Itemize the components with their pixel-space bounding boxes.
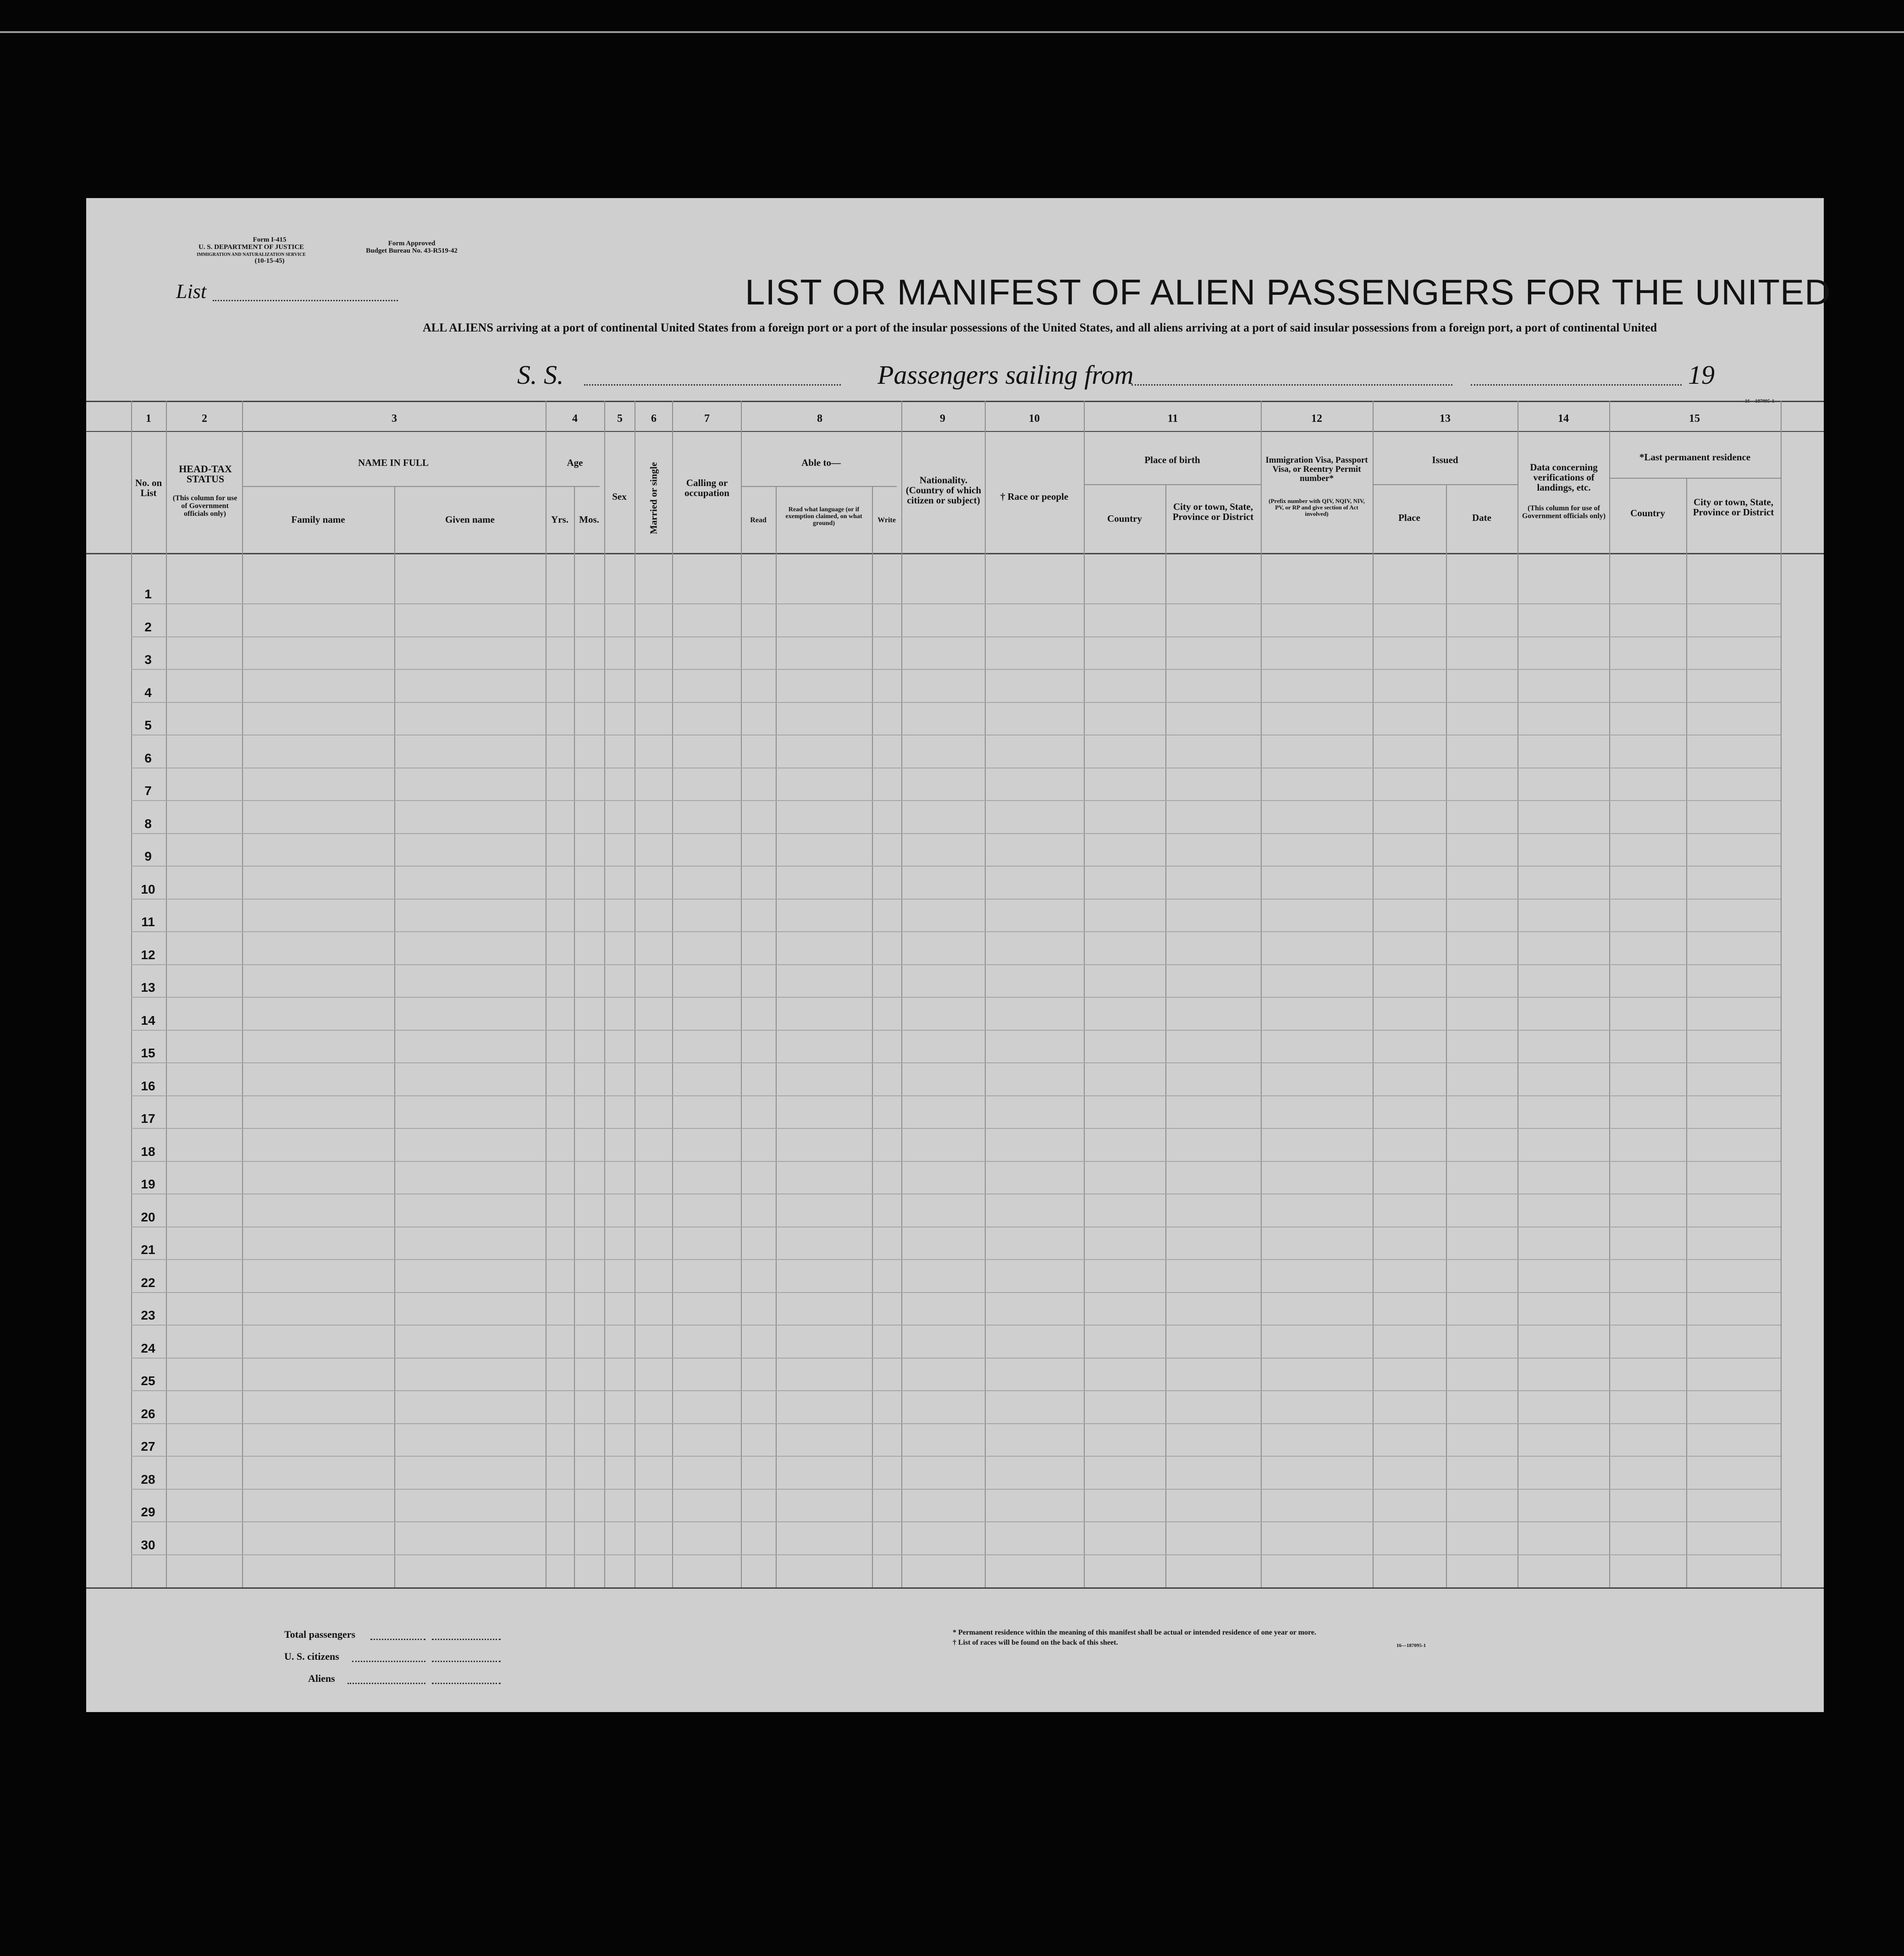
column-number: 8 [817,413,822,425]
aliens-dots [348,1683,425,1684]
row-number: 24 [141,1341,155,1355]
header-no-on-list: No. on List [135,477,162,498]
header-married-single: Married or single [648,462,659,535]
row-number: 17 [141,1111,155,1126]
form-date: (10-15-45) [254,257,285,265]
header-calling: Calling or occupation [684,477,729,498]
row-rule [131,1390,1781,1391]
row-rule [131,702,1781,703]
row-number: 7 [144,784,152,798]
header-birth-country: Country [1107,513,1142,524]
col-sep [1165,484,1166,1587]
row-number: 28 [141,1472,155,1486]
header-nationality: Nationality. (Country of which citizen or subject) [905,475,982,506]
header-data-note: (This column for use of Government officials only) [1522,504,1606,520]
row-number: 2 [144,620,152,634]
ss-label: S. S. [517,360,564,390]
row-rule [131,1030,1781,1031]
column-number: 6 [651,413,657,425]
row-number: 1 [144,587,152,601]
header-place-of-birth: Place of birth [1144,454,1200,465]
name-subheader-rule [242,486,545,487]
row-number: 26 [141,1407,155,1421]
col-sep [776,486,777,1587]
col-sep [985,401,986,1587]
col-sep [574,486,575,1587]
row-rule [131,931,1781,932]
ss-field[interactable] [584,384,841,386]
column-number: 9 [940,413,945,425]
total-passengers-dots [370,1639,425,1640]
header-head-tax: HEAD-TAX STATUS [179,463,232,485]
age-subheader-rule [545,486,600,487]
table-top-rule [86,401,1824,402]
footer-aliens-label: Aliens [308,1673,335,1684]
service-name: IMMIGRATION AND NATURALIZATION SERVICE [197,252,306,257]
department-name: U. S. DEPARTMENT OF JUSTICE [198,243,304,251]
row-rule [131,866,1781,867]
row-rule [131,1358,1781,1359]
header-issued-place: Place [1398,512,1420,523]
header-age: Age [567,457,583,468]
issued-subheader-rule [1373,484,1518,485]
header-name-in-full: NAME IN FULL [358,457,429,468]
row-number: 12 [141,948,155,962]
col-sep [672,401,673,1587]
header-read-language: Read what language (or if exemption claimed, on what ground) [785,506,862,527]
row-rule [131,1161,1781,1162]
row-rule [131,1489,1781,1490]
list-label: List [176,280,207,303]
form-subtitle: ALL ALIENS arriving at a port of continental United States from a foreign port or a port of the insular possessions of the United States, and all aliens arriving at a port of said insular possessions from a foreign port, a port of continental United [423,321,1657,334]
row-rule [131,1128,1781,1129]
row-number: 30 [141,1538,155,1552]
column-number: 1 [146,413,151,425]
row-number: 19 [141,1177,155,1191]
column-number: 4 [572,413,578,425]
row-number: 8 [144,817,152,831]
able-subheader-rule [741,486,897,487]
header-bottom-rule [86,553,1824,554]
us-citizens-field[interactable] [432,1661,501,1662]
row-number: 14 [141,1013,155,1028]
total-passengers-field[interactable] [432,1639,501,1640]
row-number: 27 [141,1439,155,1453]
row-rule [131,1325,1781,1326]
column-number: 10 [1029,413,1040,425]
row-rule [131,833,1781,834]
col-sep [604,401,605,1587]
column-number: 13 [1440,413,1451,425]
sailing-label: Passengers sailing from [877,360,1134,390]
header-data-concerning: Data concerning verifications of landings, etc. [1530,462,1598,493]
row-rule [131,964,1781,965]
row-rule [131,636,1781,637]
col-sep [1609,401,1610,1587]
col-sep [166,401,167,1587]
col-sep [1446,484,1447,1587]
row-rule [131,669,1781,670]
scan-edge-line [0,31,1904,33]
row-rule [131,1193,1781,1194]
col-sep [741,401,742,1587]
header-head-tax-note: (This column for use of Government officials only) [172,494,237,518]
row-number: 13 [141,980,155,995]
header-issued: Issued [1432,454,1458,465]
row-number: 11 [141,915,155,929]
row-number: 9 [144,849,152,863]
residence-subheader-rule [1609,478,1781,479]
row-rule [131,899,1781,900]
row-rule [131,603,1781,604]
header-visa: Immigration Visa, Passport Visa, or Reentry Permit number* [1265,455,1368,483]
col-sep [242,401,243,1587]
column-number: 2 [202,413,207,425]
column-number: 12 [1311,413,1322,425]
row-number: 3 [144,652,152,667]
sailing-date-field[interactable] [1471,384,1682,386]
budget-bureau: Budget Bureau No. 43-R519-42 [366,247,458,254]
row-rule [131,1062,1781,1063]
header-visa-note: (Prefix number with QIV, NQIV, NIV, PV, or RP and give section of Act involved) [1269,497,1365,517]
column-number: 3 [392,413,397,425]
col-sep [1373,401,1374,1587]
row-number: 18 [141,1144,155,1159]
row-number: 5 [144,718,152,732]
row-number: 29 [141,1505,155,1519]
row-rule [131,1554,1781,1555]
form-number: Form I-415 [253,236,287,243]
year-prefix: 19 [1688,360,1715,390]
header-race: † Race or people [1000,491,1069,502]
row-number: 10 [141,882,155,896]
col-sep [1781,401,1782,1587]
aliens-field[interactable] [432,1683,501,1684]
column-number: 7 [704,413,710,425]
col-sep [1261,401,1262,1587]
header-given-name: Given name [445,514,495,525]
col-sep [901,401,902,1587]
row-number: 22 [141,1276,155,1290]
row-number: 20 [141,1210,155,1224]
header-sex: Sex [612,491,627,502]
header-birth-city: City or town, State, Province or District [1172,501,1254,522]
list-field[interactable] [213,300,398,301]
col-sep [394,486,395,1587]
column-number: 15 [1689,413,1700,425]
row-number: 25 [141,1374,155,1388]
row-rule [131,1095,1781,1096]
row-rule [131,1456,1781,1457]
birth-subheader-rule [1084,484,1261,485]
header-residence-city: City or town, State, Province or District [1693,497,1774,518]
column-number: 14 [1558,413,1569,425]
row-rule [131,1259,1781,1260]
form-approved: Form Approved [388,240,436,247]
row-number: 23 [141,1308,155,1322]
header-residence-country: Country [1630,508,1665,519]
header-last-residence: *Last permanent residence [1639,452,1751,463]
us-citizens-dots [352,1661,425,1662]
manifest-sheet [86,198,1831,1712]
footnote-races: † List of races will be found on the back of this sheet. [953,1639,1118,1647]
col-sep [1084,401,1085,1587]
header-divider-rule [86,431,1824,432]
footnote-residence: * Permanent residence within the meaning of this manifest shall be actual or intended residence of one year or more. [953,1629,1316,1636]
col-sep [1686,478,1687,1587]
row-rule [131,997,1781,998]
header-read: Read [750,516,767,524]
row-rule [131,800,1781,801]
row-number: 21 [141,1243,155,1257]
row-number: 15 [141,1046,155,1060]
header-mos: Mos. [579,514,599,525]
header-able-to: Able to— [801,457,841,468]
row-rule [131,1521,1781,1522]
header-family-name: Family name [291,514,345,525]
row-rule [131,1423,1781,1424]
row-rule [131,1292,1781,1293]
row-number: 4 [144,685,152,700]
print-code-bottom: 16—187095-1 [1396,1643,1426,1648]
row-number: 6 [144,751,152,765]
row-number: 16 [141,1079,155,1093]
footer-total-passengers-label: Total passengers [284,1629,356,1640]
table-bottom-rule [86,1587,1824,1589]
form-title: LIST OR MANIFEST OF ALIEN PASSENGERS FOR THE UNITED [745,272,1831,312]
header-write: Write [877,516,896,524]
footer-us-citizens-label: U. S. citizens [284,1651,339,1662]
header-yrs: Yrs. [551,514,568,525]
col-sep [872,486,873,1587]
column-number: 5 [617,413,623,425]
column-number: 11 [1167,413,1178,425]
sailing-from-field[interactable] [1131,384,1452,386]
header-issued-date: Date [1472,512,1491,523]
